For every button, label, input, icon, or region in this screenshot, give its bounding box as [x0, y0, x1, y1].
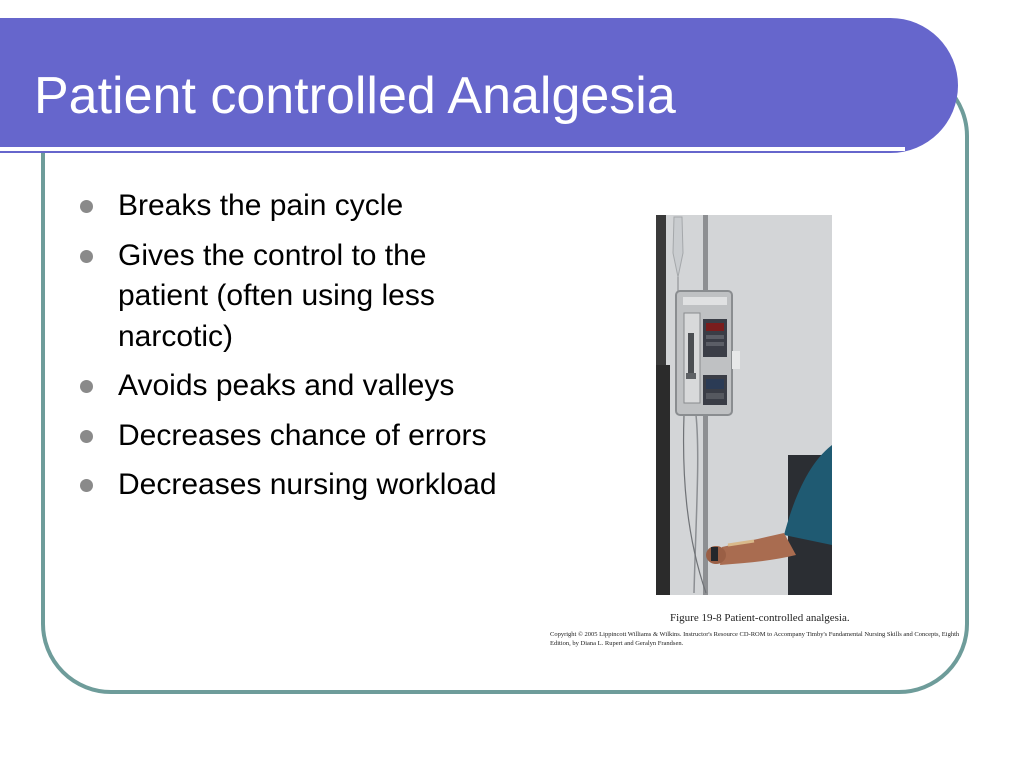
bullet-list — [78, 186, 498, 515]
title-underline — [0, 147, 905, 151]
slide-title: Patient controlled Analgesia — [34, 67, 676, 125]
bullet-text: Gives the control to the patient (often using less narcotic) — [118, 238, 435, 353]
caption-copyright: Copyright © 2005 Lippincott Williams & Wilkins. Instructor's Resource CD-ROM to Accompany Timby's Fundamental Nursing Skills and Concepts, Eighth Edition, by Diana L. Rupert and Geralyn Frandsen. — [550, 631, 960, 647]
bullet-dot-icon — [80, 200, 93, 213]
bullet-dot-icon — [80, 430, 93, 443]
bullet-text: Breaks the pain cycle — [118, 189, 404, 222]
bullet-item — [78, 186, 498, 227]
bullet-dot-icon — [80, 380, 93, 393]
pca-pump-photo — [656, 215, 832, 595]
bullet-dot-icon — [80, 250, 93, 263]
bullet-dot-icon — [80, 479, 93, 492]
bullet-text: Avoids peaks and valleys — [118, 369, 455, 402]
caption-title: Figure 19-8 Patient-controlled analgesia. — [670, 612, 850, 624]
figure-caption — [550, 611, 960, 648]
bullet-text: Decreases chance of errors — [118, 418, 487, 452]
bullet-text: Decreases nursing workload — [118, 468, 497, 501]
bullet-item — [78, 416, 498, 457]
bullet-item — [78, 366, 498, 407]
title-bar — [0, 18, 958, 153]
pca-pump-illustration — [656, 215, 832, 595]
bullet-item — [78, 465, 498, 506]
bullet-item — [78, 236, 498, 358]
